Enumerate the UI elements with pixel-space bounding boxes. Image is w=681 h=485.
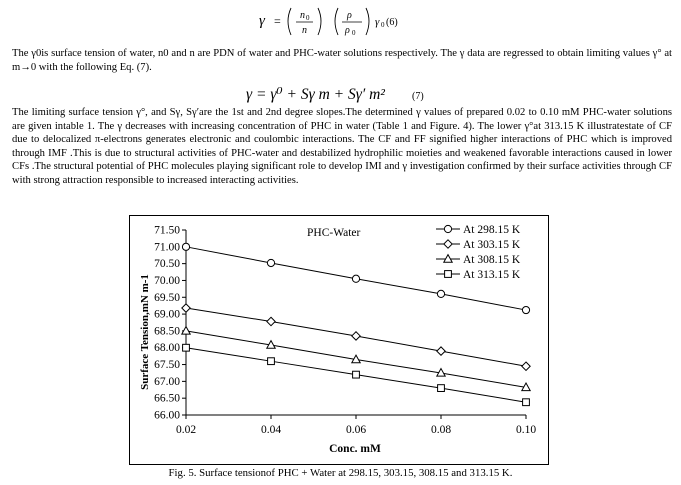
data-point <box>438 385 445 392</box>
y-tick-label: 71.00 <box>154 241 180 254</box>
data-point <box>437 290 444 297</box>
legend-label: At 313.15 K <box>463 269 521 281</box>
y-tick-label: 68.50 <box>154 325 180 338</box>
data-point <box>523 399 530 406</box>
data-point <box>352 332 360 340</box>
data-point <box>183 344 190 351</box>
y-tick-label: 66.00 <box>154 409 180 422</box>
data-point <box>267 317 275 325</box>
legend-entry <box>436 269 521 281</box>
y-tick-label: 69.50 <box>154 291 180 304</box>
paragraph-2: The limiting surface tension γ°, and Sγ, Sγ′are the 1st and 2nd degree slopes.The determined γ values of prepared 0.02 to 0.10 mM PHC-water solutions are given intable 1. The γ decreases with increasing concentration of PHC in water (Table 1 and Figure. 4). The lower γ°at 313.15 K illustratestate of CF due to delocalized π-electrons generates electronic and coulombic interactions. The CF and FF signified higher interactions of PHC which is improved through IMF .This is due to structural activities of PHC-water and destabilized hydrophilic moieties and weakened favorable interactions caused in lower CFs .The structural potential of PHC molecules playing significant role to develop IMI and γ investigation confirmed by their surface activities through CF with strong attraction responsible to increased interacting activities. <box>12 107 672 186</box>
eq7-number: (7) <box>412 91 424 102</box>
x-tick-label: 0.08 <box>430 424 452 436</box>
eq6-rho0-sub: 0 <box>352 29 356 37</box>
data-point <box>522 306 529 313</box>
chart-legend <box>436 224 521 281</box>
y-tick-label: 70.50 <box>154 258 180 271</box>
equation-7 <box>0 79 681 105</box>
data-point <box>182 243 189 250</box>
legend-entry <box>436 254 521 266</box>
data-point <box>182 304 190 312</box>
data-point <box>353 371 360 378</box>
series-4 <box>183 344 530 405</box>
legend-entry <box>436 239 521 251</box>
eq6-equals: = <box>274 14 281 28</box>
legend-marker <box>444 225 451 232</box>
chart-series <box>182 243 530 405</box>
data-point <box>437 347 445 355</box>
data-point <box>522 362 530 370</box>
eq6-rho: ρ <box>347 10 352 21</box>
legend-label: At 308.15 K <box>463 254 521 266</box>
x-tick-label: 0.10 <box>515 424 537 436</box>
data-point <box>352 275 359 282</box>
surface-tension-chart <box>130 216 548 464</box>
legend-marker <box>444 255 452 263</box>
eq6-number: (6) <box>386 17 398 28</box>
legend-entry <box>436 224 521 236</box>
x-axis-label: Conc. mM <box>329 443 381 455</box>
paragraph-1: The γ0is surface tension of water, n0 and n are PDN of water and PHC-water solutions respectively. The γ data are regressed to obtain limiting values γ° at m→0 with the following Eq. (7). <box>12 48 672 73</box>
eq6-gamma0-sub: 0 <box>381 21 385 29</box>
x-tick-label: 0.06 <box>345 424 367 436</box>
x-tick-label: 0.04 <box>260 424 282 436</box>
y-tick-label: 67.50 <box>154 359 180 372</box>
legend-label: At 298.15 K <box>463 224 521 236</box>
eq6-n0: n <box>300 10 305 21</box>
data-point <box>182 327 190 335</box>
y-axis-label: Surface Tension,mN m-1 <box>139 274 151 390</box>
legend-marker <box>444 240 452 248</box>
y-tick-label: 66.50 <box>154 392 180 405</box>
y-tick-label: 67.00 <box>154 375 180 388</box>
data-point <box>267 259 274 266</box>
eq6-lhs: γ <box>259 13 265 29</box>
eq6-gamma0: γ <box>375 16 380 28</box>
y-tick-label: 71.50 <box>154 224 180 237</box>
eq7-text: γ = γ⁰ + Sγ m + Sγ′ m² <box>246 86 385 103</box>
legend-marker <box>445 271 452 278</box>
y-tick-label: 68.00 <box>154 342 180 355</box>
eq6-rho0: ρ <box>345 25 350 36</box>
y-tick-label: 70.00 <box>154 274 180 287</box>
legend-label: At 303.15 K <box>463 239 521 251</box>
figure-caption: Fig. 5. Surface tensionof PHC + Water at 298.15, 303.15, 308.15 and 313.15 K. <box>168 467 513 479</box>
eq6-n: n <box>302 25 307 36</box>
equation-6 <box>0 4 681 38</box>
chart-frame <box>129 215 549 465</box>
eq6-n0-sub: 0 <box>306 14 310 22</box>
x-tick-label: 0.02 <box>175 424 197 436</box>
chart-title: PHC-Water <box>307 227 361 239</box>
data-point <box>268 358 275 365</box>
y-tick-label: 69.00 <box>154 308 180 321</box>
